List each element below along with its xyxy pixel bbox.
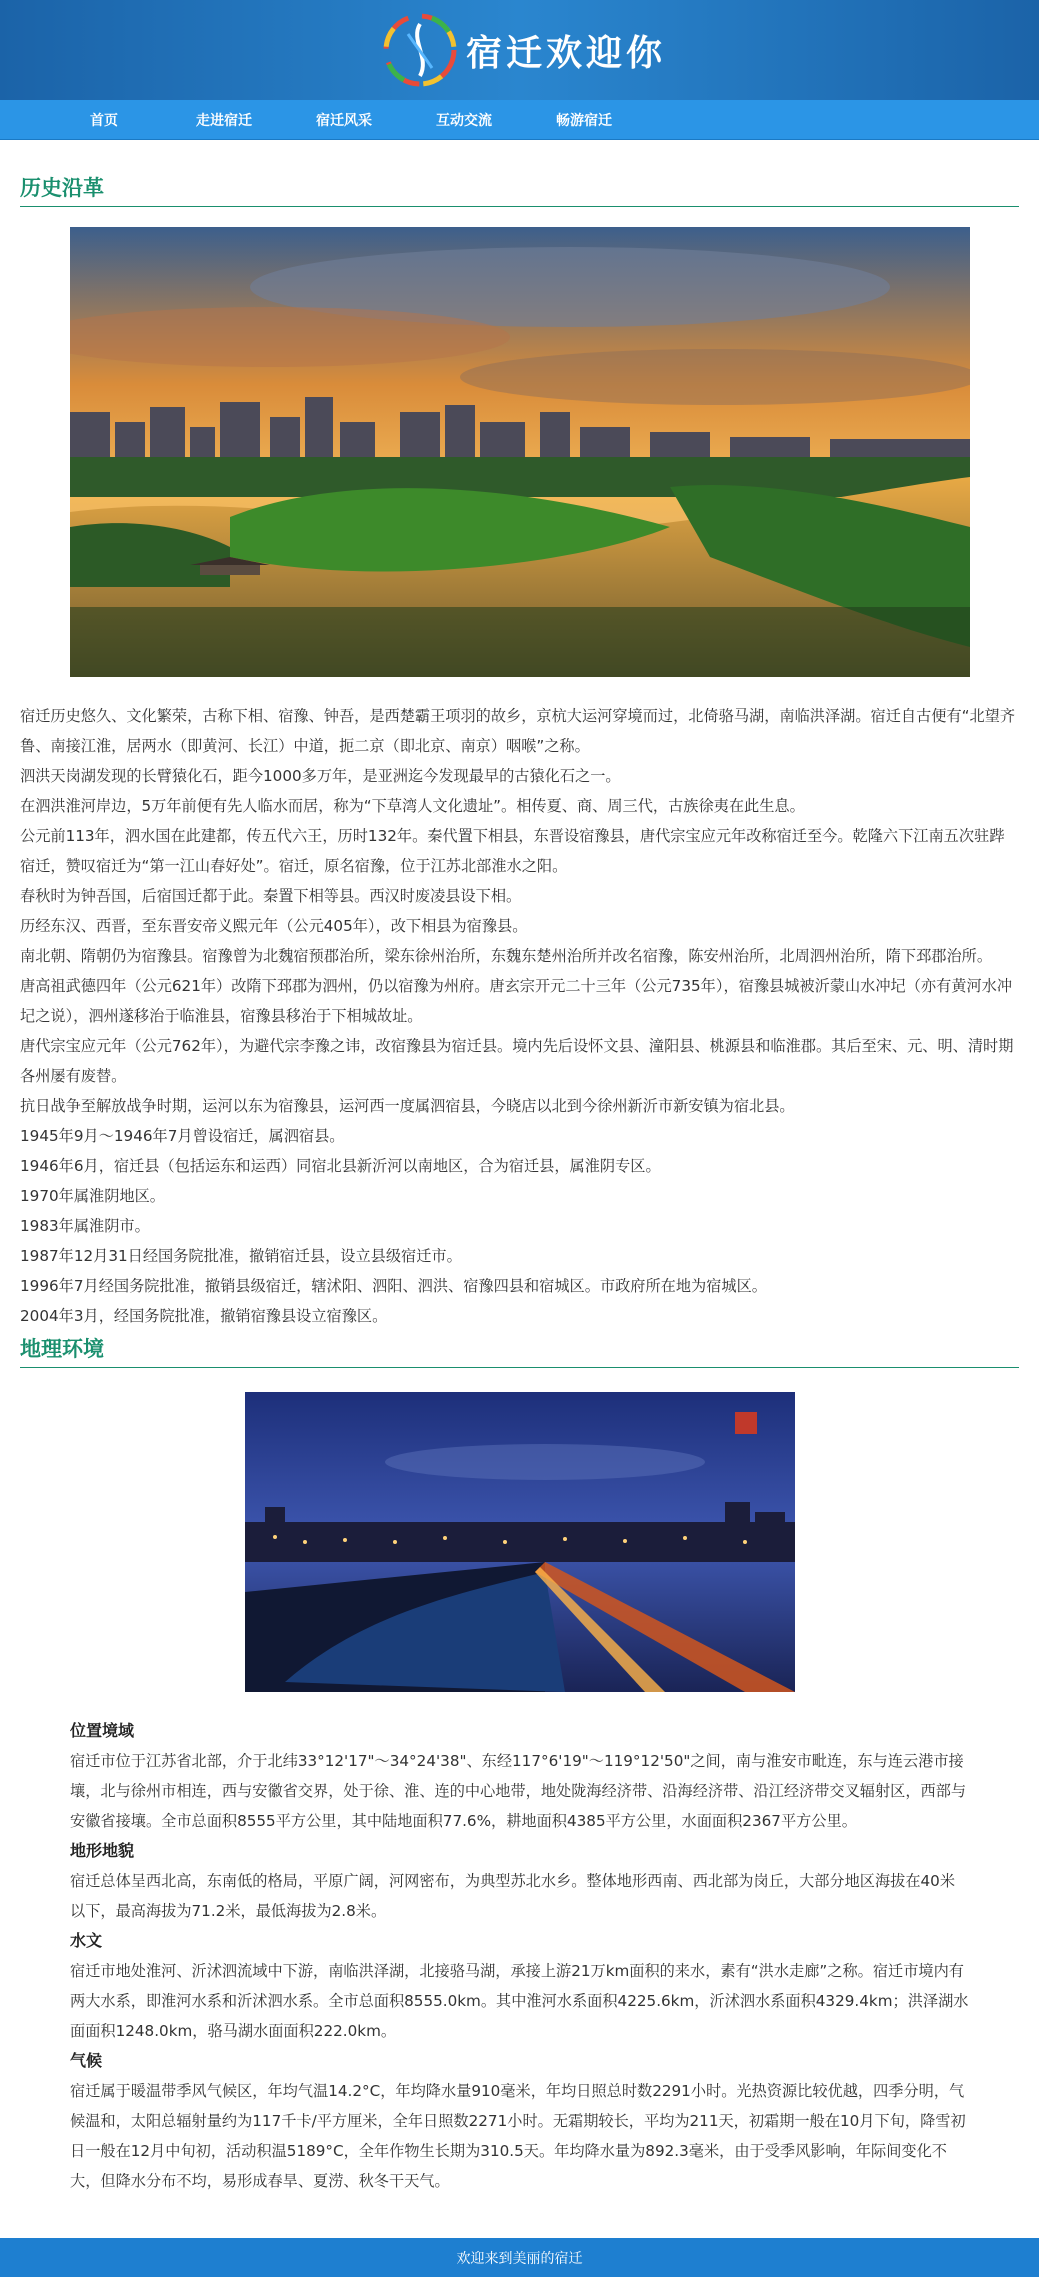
history-paragraph: 1970年属淮阴地区。 xyxy=(20,1187,165,1205)
nav-home[interactable]: 首页 xyxy=(90,112,118,129)
history-paragraph: 春秋时为钟吾国，后宿国迁都于此。秦置下相等县。西汉时废凌县设下相。 xyxy=(20,887,522,905)
hydrology-heading: 水文 xyxy=(70,1931,103,1950)
climate-heading: 气候 xyxy=(70,2051,103,2070)
site-title: 宿迁欢迎你 xyxy=(466,32,667,74)
geography-body xyxy=(20,1716,1019,2196)
history-section xyxy=(0,172,1039,1331)
nav-travel[interactable]: 畅游宿迁 xyxy=(556,112,612,129)
history-paragraph: 2004年3月，经国务院批准，撤销宿豫县设立宿豫区。 xyxy=(20,1307,388,1325)
city-emblem-icon xyxy=(380,10,460,90)
geography-title: 地理环境 xyxy=(20,1333,1019,1368)
history-paragraph: 在泗洪淮河岸边，5万年前便有先人临水而居，称为“下草湾人文化遗址”。相传夏、商、周三代，古族徐夷在此生息。 xyxy=(20,797,805,815)
history-paragraph: 公元前113年，泗水国在此建都，传五代六王，历时132年。秦代置下相县，东晋设宿豫县，唐代宗宝应元年改称宿迁至今。乾隆六下江南五次驻跸宿迁，赞叹宿迁为“第一江山春好处”。宿迁，原名宿豫，位于江苏北部淮水之阳。 xyxy=(20,827,1005,875)
history-paragraph: 1945年9月～1946年7月曾设宿迁，属泗宿县。 xyxy=(20,1127,345,1145)
history-paragraph: 唐代宗宝应元年（公元762年），为避代宗李豫之讳，改宿豫县为宿迁县。境内先后设怀文县、潼阳县、桃源县和临淮郡。其后至宋、元、明、清时期各州屡有废替。 xyxy=(20,1037,1014,1085)
climate-text: 宿迁属于暖温带季风气候区，年均气温14.2°C，年均降水量910毫米，年均日照总时数2291小时。光热资源比较优越，四季分明，气候温和，太阳总辐射量约为117千卡/平方厘米，全年日照数2271小时。无霜期较长，平均为211天，初霜期一般在10月下旬，降雪初日一般在12月中旬初，活动积温5189°C，全年作物生长期为310.5天。年均降水量为892.3毫米，由于受季风影响，年际间变化不大，但降水分布不均，易形成春旱、夏涝、秋冬干天气。 xyxy=(70,2082,966,2190)
site-header xyxy=(0,0,1039,100)
history-paragraph: 1983年属淮阴市。 xyxy=(20,1217,150,1235)
history-paragraph: 1946年6月，宿迁县（包括运东和运西）同宿北县新沂河以南地区，合为宿迁县，属淮阴专区。 xyxy=(20,1157,661,1175)
main-nav xyxy=(0,100,1039,140)
history-text xyxy=(20,701,1019,1331)
geography-section xyxy=(0,1333,1039,2196)
history-paragraph: 1996年7月经国务院批准，撤销县级宿迁，辖沭阳、泗阳、泗洪、宿豫四县和宿城区。市政府所在地为宿城区。 xyxy=(20,1277,767,1295)
history-paragraph: 唐高祖武德四年（公元621年）改隋下邳郡为泗州，仍以宿豫为州府。唐玄宗开元二十三年（公元735年），宿豫县城被沂蒙山水冲圮（亦有黄河水冲圮之说），泗州遂移治于临淮县，宿豫县移治于下相城故址。 xyxy=(20,977,1013,1025)
night-city-photo xyxy=(245,1392,795,1692)
terrain-heading: 地形地貌 xyxy=(70,1841,135,1860)
location-text: 宿迁市位于江苏省北部，介于北纬33°12'17"～34°24'38"、东经117°6'19"～119°12'50"之间，南与淮安市毗连，东与连云港市接壤，北与徐州市相连，西与安徽省交界，处于徐、淮、连的中心地带，地处陇海经济带、沿海经济带、沿江经济带交叉辐射区，西部与安徽省接壤。全市总面积8555平方公里，其中陆地面积77.6%，耕地面积4385平方公里，水面面积2367平方公里。 xyxy=(70,1752,967,1830)
history-paragraph: 历经东汉、西晋，至东晋安帝义熙元年（公元405年），改下相县为宿豫县。 xyxy=(20,917,528,935)
sunset-lake-photo xyxy=(70,227,970,677)
nav-interaction[interactable]: 互动交流 xyxy=(436,112,492,129)
site-logo[interactable] xyxy=(380,10,680,90)
history-paragraph: 南北朝、隋朝仍为宿豫县。宿豫曾为北魏宿预郡治所，梁东徐州治所，东魏东楚州治所并改名宿豫，陈安州治所，北周泗州治所，隋下邳郡治所。 xyxy=(20,947,992,965)
nav-suqian-style[interactable]: 宿迁风采 xyxy=(316,112,372,129)
history-paragraph: 宿迁历史悠久、文化繁荣，古称下相、宿豫、钟吾，是西楚霸王项羽的故乡，京杭大运河穿境而过，北倚骆马湖，南临洪泽湖。宿迁自古便有“北望齐鲁、南接江淮，居两水（即黄河、长江）中道，扼二京（即北京、南京）咽喉”之称。 xyxy=(20,707,1016,755)
history-title: 历史沿革 xyxy=(20,172,1019,207)
history-paragraph: 抗日战争至解放战争时期，运河以东为宿豫县，运河西一度属泗宿县，今晓店以北到今徐州新沂市新安镇为宿北县。 xyxy=(20,1097,795,1115)
history-paragraph: 泗洪天岗湖发现的长臂猿化石，距今1000多万年，是亚洲迄今发现最早的古猿化石之一。 xyxy=(20,767,621,785)
nav-about-suqian[interactable]: 走进宿迁 xyxy=(196,112,252,129)
terrain-text: 宿迁总体呈西北高，东南低的格局，平原广阔，河网密布，为典型苏北水乡。整体地形西南、西北部为岗丘，大部分地区海拔在40米以下，最高海拔为71.2米，最低海拔为2.8米。 xyxy=(70,1872,956,1920)
site-footer: 欢迎来到美丽的宿迁 xyxy=(0,2238,1039,2277)
location-heading: 位置境域 xyxy=(70,1721,135,1740)
hydrology-text: 宿迁市地处淮河、沂沭泗流域中下游，南临洪泽湖，北接骆马湖，承接上游21万km面积的来水，素有“洪水走廊”之称。宿迁市境内有两大水系，即淮河水系和沂沭泗水系。全市总面积8555.0km。其中淮河水系面积4225.6km，沂沭泗水系面积4329.4km；洪泽湖水面面积1248.0km，骆马湖水面面积222.0km。 xyxy=(70,1962,969,2040)
history-paragraph: 1987年12月31日经国务院批准，撤销宿迁县，设立县级宿迁市。 xyxy=(20,1247,462,1265)
